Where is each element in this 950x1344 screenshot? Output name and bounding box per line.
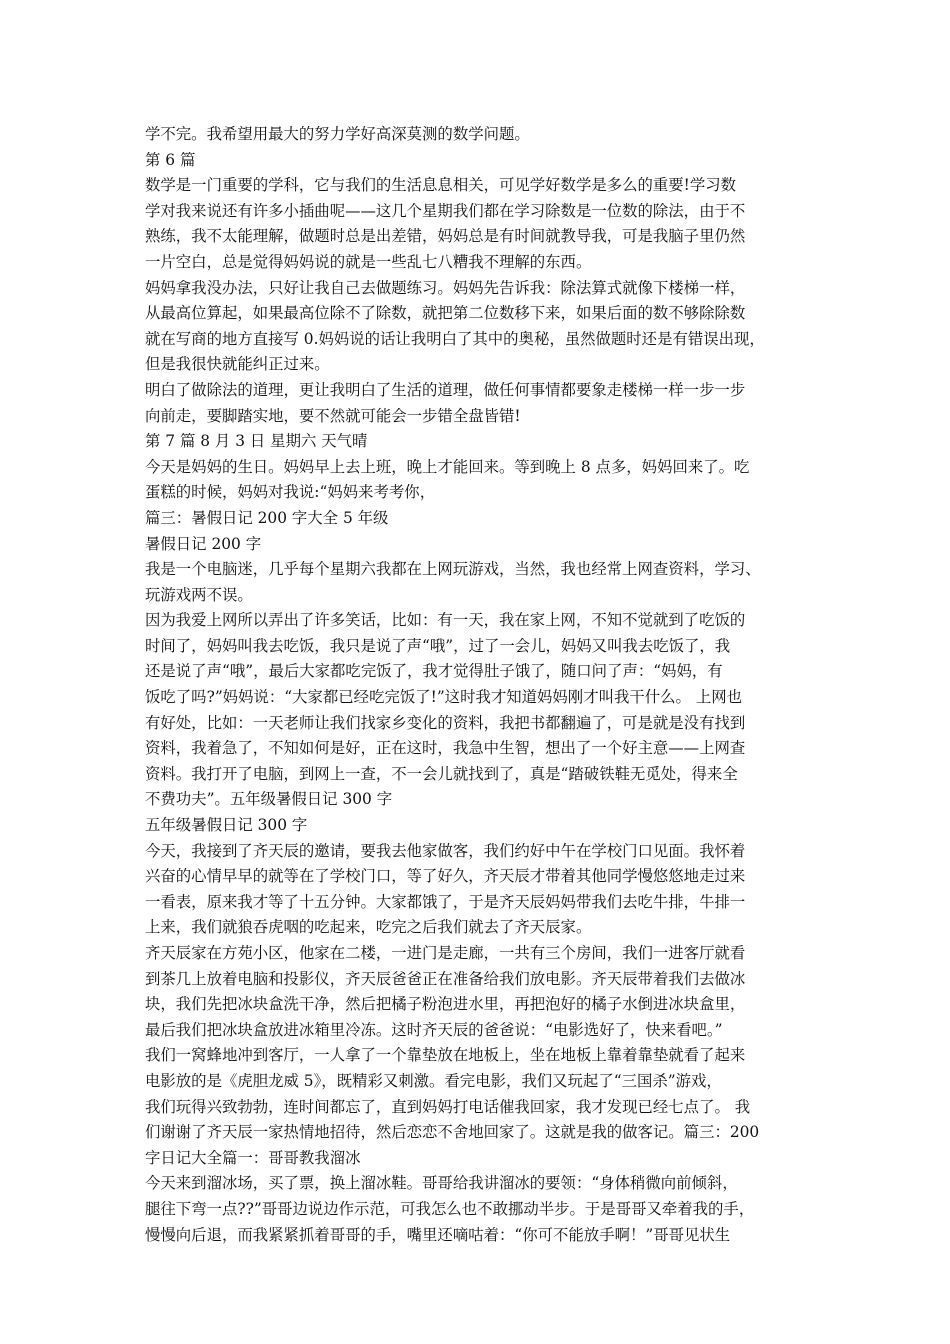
text-line: 五年级暑假日记 300 字 (145, 816, 308, 835)
text-line: 因为我爱上网所以弄出了许多笑话，比如：有一天，我在家上网，不知不觉就到了吃饭的 (145, 611, 746, 630)
text-line: 学对我来说还有许多小插曲呢——这几个星期我们都在学习除数是一位数的除法，由于不 (145, 201, 746, 220)
text-line: 慢慢向后退，而我紧紧抓着哥哥的手，嘴里还嘀咕着：“你可不能放手啊！”哥哥见状生 (145, 1225, 731, 1244)
text-line: 今天来到溜冰场，买了票，换上溜冰鞋。哥哥给我讲溜冰的要领：“身体稍微向前倾斜， (145, 1174, 738, 1193)
text-line: 时间了，妈妈叫我去吃饭，我只是说了声“哦”，过了一会儿，妈妈又叫我去吃饭了，我 (145, 636, 731, 655)
text-line: 有好处，比如：一天老师让我们找家乡变化的资料，我把书都翻遍了，可是就是没有找到 (145, 713, 746, 732)
text-line: 一片空白，总是觉得妈妈说的就是一些乱七八糟我不理解的东西。 (145, 252, 592, 271)
text-line: 电影放的是《虎胆龙威 5》，既精彩又刺激。看完电影，我们又玩起了“三国杀”游戏， (145, 1071, 722, 1090)
text-line: 篇三：暑假日记 200 字大全 5 年级 (145, 508, 389, 527)
text-line: 兴奋的心情早早的就等在了学校门口，等了好久，齐天辰才带着其他同学慢悠悠地走过来 (145, 867, 746, 886)
text-line: 但是我很快就能纠正过来。 (145, 355, 330, 374)
text-line: 块，我们先把冰块盒洗干净，然后把橘子粉泡进水里，再把泡好的橘子水倒进冰块盒里， (145, 995, 746, 1014)
text-line: 腿往下弯一点??”哥哥边说边作示范，可我怎么也不敢挪动半步。于是哥哥又牵着我的手， (145, 1199, 755, 1218)
text-line: 数学是一门重要的学科，它与我们的生活息息相关，可见学好数学是多么的重要!学习数 (145, 176, 737, 195)
text-line: 我们一窝蜂地冲到客厅，一人拿了一个靠垫放在地板上，坐在地板上靠着靠垫就看了起来 (145, 1046, 746, 1065)
text-line: 资料，我着急了，不知如何是好，正在这时，我急中生智，想出了一个好主意——上网查 (145, 739, 746, 758)
text-line: 明白了做除法的道理，更让我明白了生活的道理，做任何事情都要象走楼梯一样一步一步 (145, 380, 746, 399)
text-line: 不费功夫”。五年级暑假日记 300 字 (145, 790, 393, 809)
document-body (145, 122, 815, 1248)
text-line: 最后我们把冰块盒放进冰箱里冷冻。这时齐天辰的爸爸说：“电影选好了，快来看吧。” (145, 1020, 723, 1039)
text-line: 第 7 篇 8 月 3 日 星期六 天气晴 (145, 432, 368, 451)
text-line: 饭吃了吗?”妈妈说：“大家都已经吃完饭了!”这时我才知道妈妈刚才叫我干什么。 上网也 (145, 688, 742, 707)
text-line: 字日记大全篇一：哥哥教我溜冰 (145, 1148, 361, 1167)
text-line: 学不完。我希望用最大的努力学好高深莫测的数学问题。 (145, 125, 530, 143)
text-line: 资料。我打开了电脑，到网上一查，不一会儿就找到了，真是“踏破铁鞋无觅处，得来全 (145, 764, 738, 783)
text-line: 蛋糕的时候，妈妈对我说:“妈妈来考考你， (145, 483, 436, 502)
text-line: 上来，我们就狼吞虎咽的吃起来，吃完之后我们就去了齐天辰家。 (145, 918, 592, 937)
text-line: 玩游戏两不误。 (145, 585, 253, 604)
text-line: 第 6 篇 (145, 150, 196, 169)
text-line: 妈妈拿我没办法，只好让我自己去做题练习。妈妈先告诉我：除法算式就像下楼梯一样， (145, 278, 746, 297)
text-line: 今天是妈妈的生日。妈妈早上去上班，晚上才能回来。等到晚上 8 点多，妈妈回来了。吃 (145, 457, 750, 476)
text-line: 熟练，我不太能理解，做题时总是出差错，妈妈总是有时间就教导我，可是我脑子里仍然 (145, 227, 746, 246)
text-line: 向前走，要脚踏实地，要不然就可能会一步错全盘皆错! (145, 406, 521, 425)
text-line: 我是一个电脑迷，几乎每个星期六我都在上网玩游戏，当然，我也经常上网查资料，学习、 (145, 560, 761, 579)
text-line: 还是说了声“哦”，最后大家都吃完饭了，我才觉得肚子饿了，随口问了声：“妈妈，有 (145, 662, 723, 681)
text-line: 一看表，原来我才等了十五分钟。大家都饿了，于是齐天辰妈妈带我们去吃牛排，牛排一 (145, 892, 746, 911)
text-line: 从最高位算起，如果最高位除不了除数，就把第二位数移下来，如果后面的数不够除除数 (145, 304, 746, 323)
text-line: 暑假日记 200 字 (145, 534, 262, 553)
text-line: 我们玩得兴致勃勃，连时间都忘了，直到妈妈打电话催我回家，我才发现已经七点了。 我 (145, 1097, 751, 1116)
text-line: 就在写商的地方直接写 0.妈妈说的话让我明白了其中的奥秘，虽然做题时还是有错误出现， (145, 329, 765, 348)
text-line: 今天，我接到了齐天辰的邀请，要我去他家做客，我们约好中午在学校门口见面。我怀着 (145, 841, 746, 860)
text-line: 到茶几上放着电脑和投影仪，齐天辰爸爸正在准备给我们放电影。齐天辰带着我们去做冰 (145, 969, 746, 988)
text-line: 齐天辰家在方苑小区，他家在二楼，一进门是走廊，一共有三个房间，我们一进客厅就看 (145, 944, 746, 962)
text-line: 们谢谢了齐天辰一家热情地招待，然后恋恋不舍地回家了。这就是我的做客记。篇三：200 (145, 1123, 760, 1142)
